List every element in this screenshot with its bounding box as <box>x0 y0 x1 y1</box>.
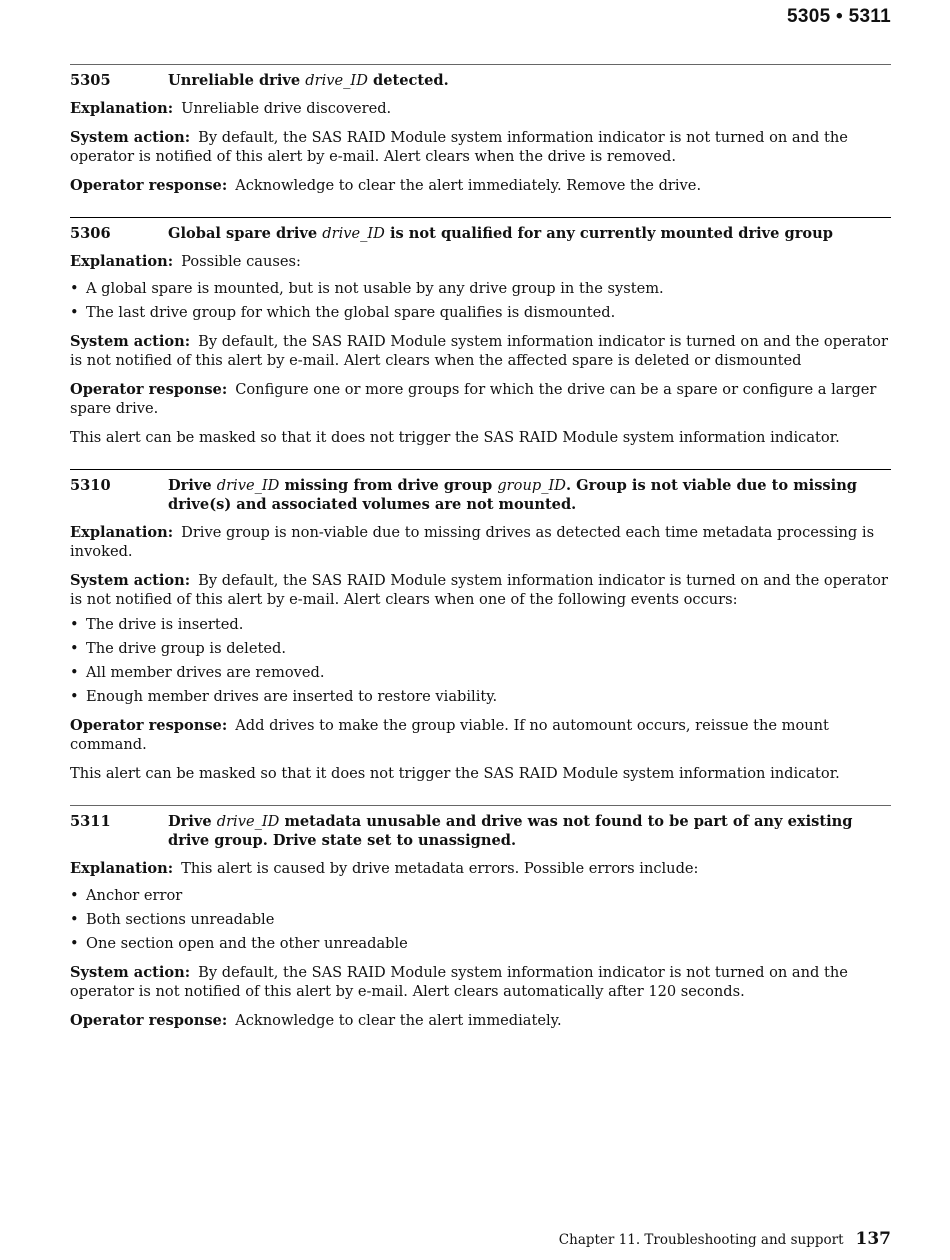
list-item: • All member drives are removed. <box>70 663 891 682</box>
list-item: • Anchor error <box>70 886 891 905</box>
message-id: 5311 <box>70 813 111 830</box>
page-number: 137 <box>855 1229 891 1249</box>
list-item: • The last drive group for which the global spare qualifies is dismounted. <box>70 303 891 322</box>
message-title: Drive drive_ID metadata unusable and drive was not found to be part of any existing drive group. Drive state set to unassigned. <box>168 813 853 849</box>
message-5311 <box>70 805 891 1030</box>
message-id: 5310 <box>70 477 111 494</box>
explanation-label: Explanation: <box>70 253 174 270</box>
error-list <box>70 886 891 953</box>
system-action: System action: By default, the SAS RAID Module system information indicator is turned on and the operator is not notified of this alert by e-mail. Alert clears when one of the following events occurs: <box>70 572 888 608</box>
operator-response: Operator response: Configure one or more groups for which the drive can be a spare or configure a larger spare drive. <box>70 381 877 417</box>
cause-list <box>70 279 891 322</box>
explanation: Explanation: Drive group is non-viable due to missing drives as detected each time metadata processing is invoked. <box>70 524 875 560</box>
list-item: • A global spare is mounted, but is not usable by any drive group in the system. <box>70 279 891 298</box>
operator-response: Operator response: Acknowledge to clear the alert immediately. Remove the drive. <box>70 177 702 194</box>
explanation-label: Explanation: <box>70 100 174 117</box>
message-5305 <box>70 64 891 195</box>
system-action: System action: By default, the SAS RAID Module system information indicator is not turned on and the operator is notified of this alert by e-mail. Alert clears when the drive is removed. <box>70 129 848 165</box>
message-title: Global spare drive drive_ID is not qualified for any currently mounted drive group <box>168 225 833 242</box>
message-id: 5305 <box>70 72 111 89</box>
message-heading <box>70 71 891 90</box>
message-heading <box>70 224 891 243</box>
operator-response-label: Operator response: <box>70 177 228 194</box>
mask-note: This alert can be masked so that it does not trigger the SAS RAID Module system information indicator. <box>70 429 840 446</box>
list-item: • Enough member drives are inserted to restore viability. <box>70 687 891 706</box>
message-5310 <box>70 469 891 783</box>
explanation-label: Explanation: <box>70 860 174 877</box>
list-item: • The drive is inserted. <box>70 615 891 634</box>
explanation: Explanation: This alert is caused by drive metadata errors. Possible errors include: <box>70 860 699 877</box>
mask-note: This alert can be masked so that it does not trigger the SAS RAID Module system information indicator. <box>70 765 840 782</box>
list-item: • Both sections unreadable <box>70 910 891 929</box>
operator-response-label: Operator response: <box>70 1012 228 1029</box>
message-id: 5306 <box>70 225 111 242</box>
operator-response: Operator response: Acknowledge to clear the alert immediately. <box>70 1012 562 1029</box>
message-title: Drive drive_ID missing from drive group group_ID. Group is not viable due to missing drive(s) and associated volumes are not mounted. <box>168 477 858 513</box>
message-5306 <box>70 217 891 447</box>
chapter-title: Chapter 11. Troubleshooting and support <box>558 1232 844 1248</box>
operator-response: Operator response: Add drives to make the group viable. If no automount occurs, reissue the mount command. <box>70 717 829 753</box>
explanation-label: Explanation: <box>70 524 174 541</box>
operator-response-label: Operator response: <box>70 381 228 398</box>
list-item: • The drive group is deleted. <box>70 639 891 658</box>
list-item: • One section open and the other unreadable <box>70 934 891 953</box>
event-list <box>70 615 891 706</box>
message-heading <box>70 812 891 850</box>
page-footer <box>559 1229 891 1249</box>
system-action: System action: By default, the SAS RAID Module system information indicator is not turned on and the operator is not notified of this alert by e-mail. Alert clears automatically after 120 seconds. <box>70 964 848 1000</box>
system-action-label: System action: <box>70 129 191 146</box>
message-list <box>70 64 891 1052</box>
message-heading <box>70 476 891 514</box>
running-head: 5305 • 5311 <box>787 6 891 27</box>
system-action-label: System action: <box>70 572 191 589</box>
system-action: System action: By default, the SAS RAID Module system information indicator is turned on and the operator is not notified of this alert by e-mail. Alert clears when the affected spare is deleted or dismounted <box>70 333 888 369</box>
message-title: Unreliable drive drive_ID detected. <box>168 72 449 89</box>
system-action-label: System action: <box>70 964 191 981</box>
system-action-label: System action: <box>70 333 191 350</box>
explanation: Explanation: Possible causes: <box>70 253 301 270</box>
operator-response-label: Operator response: <box>70 717 228 734</box>
explanation: Explanation: Unreliable drive discovered. <box>70 100 392 117</box>
